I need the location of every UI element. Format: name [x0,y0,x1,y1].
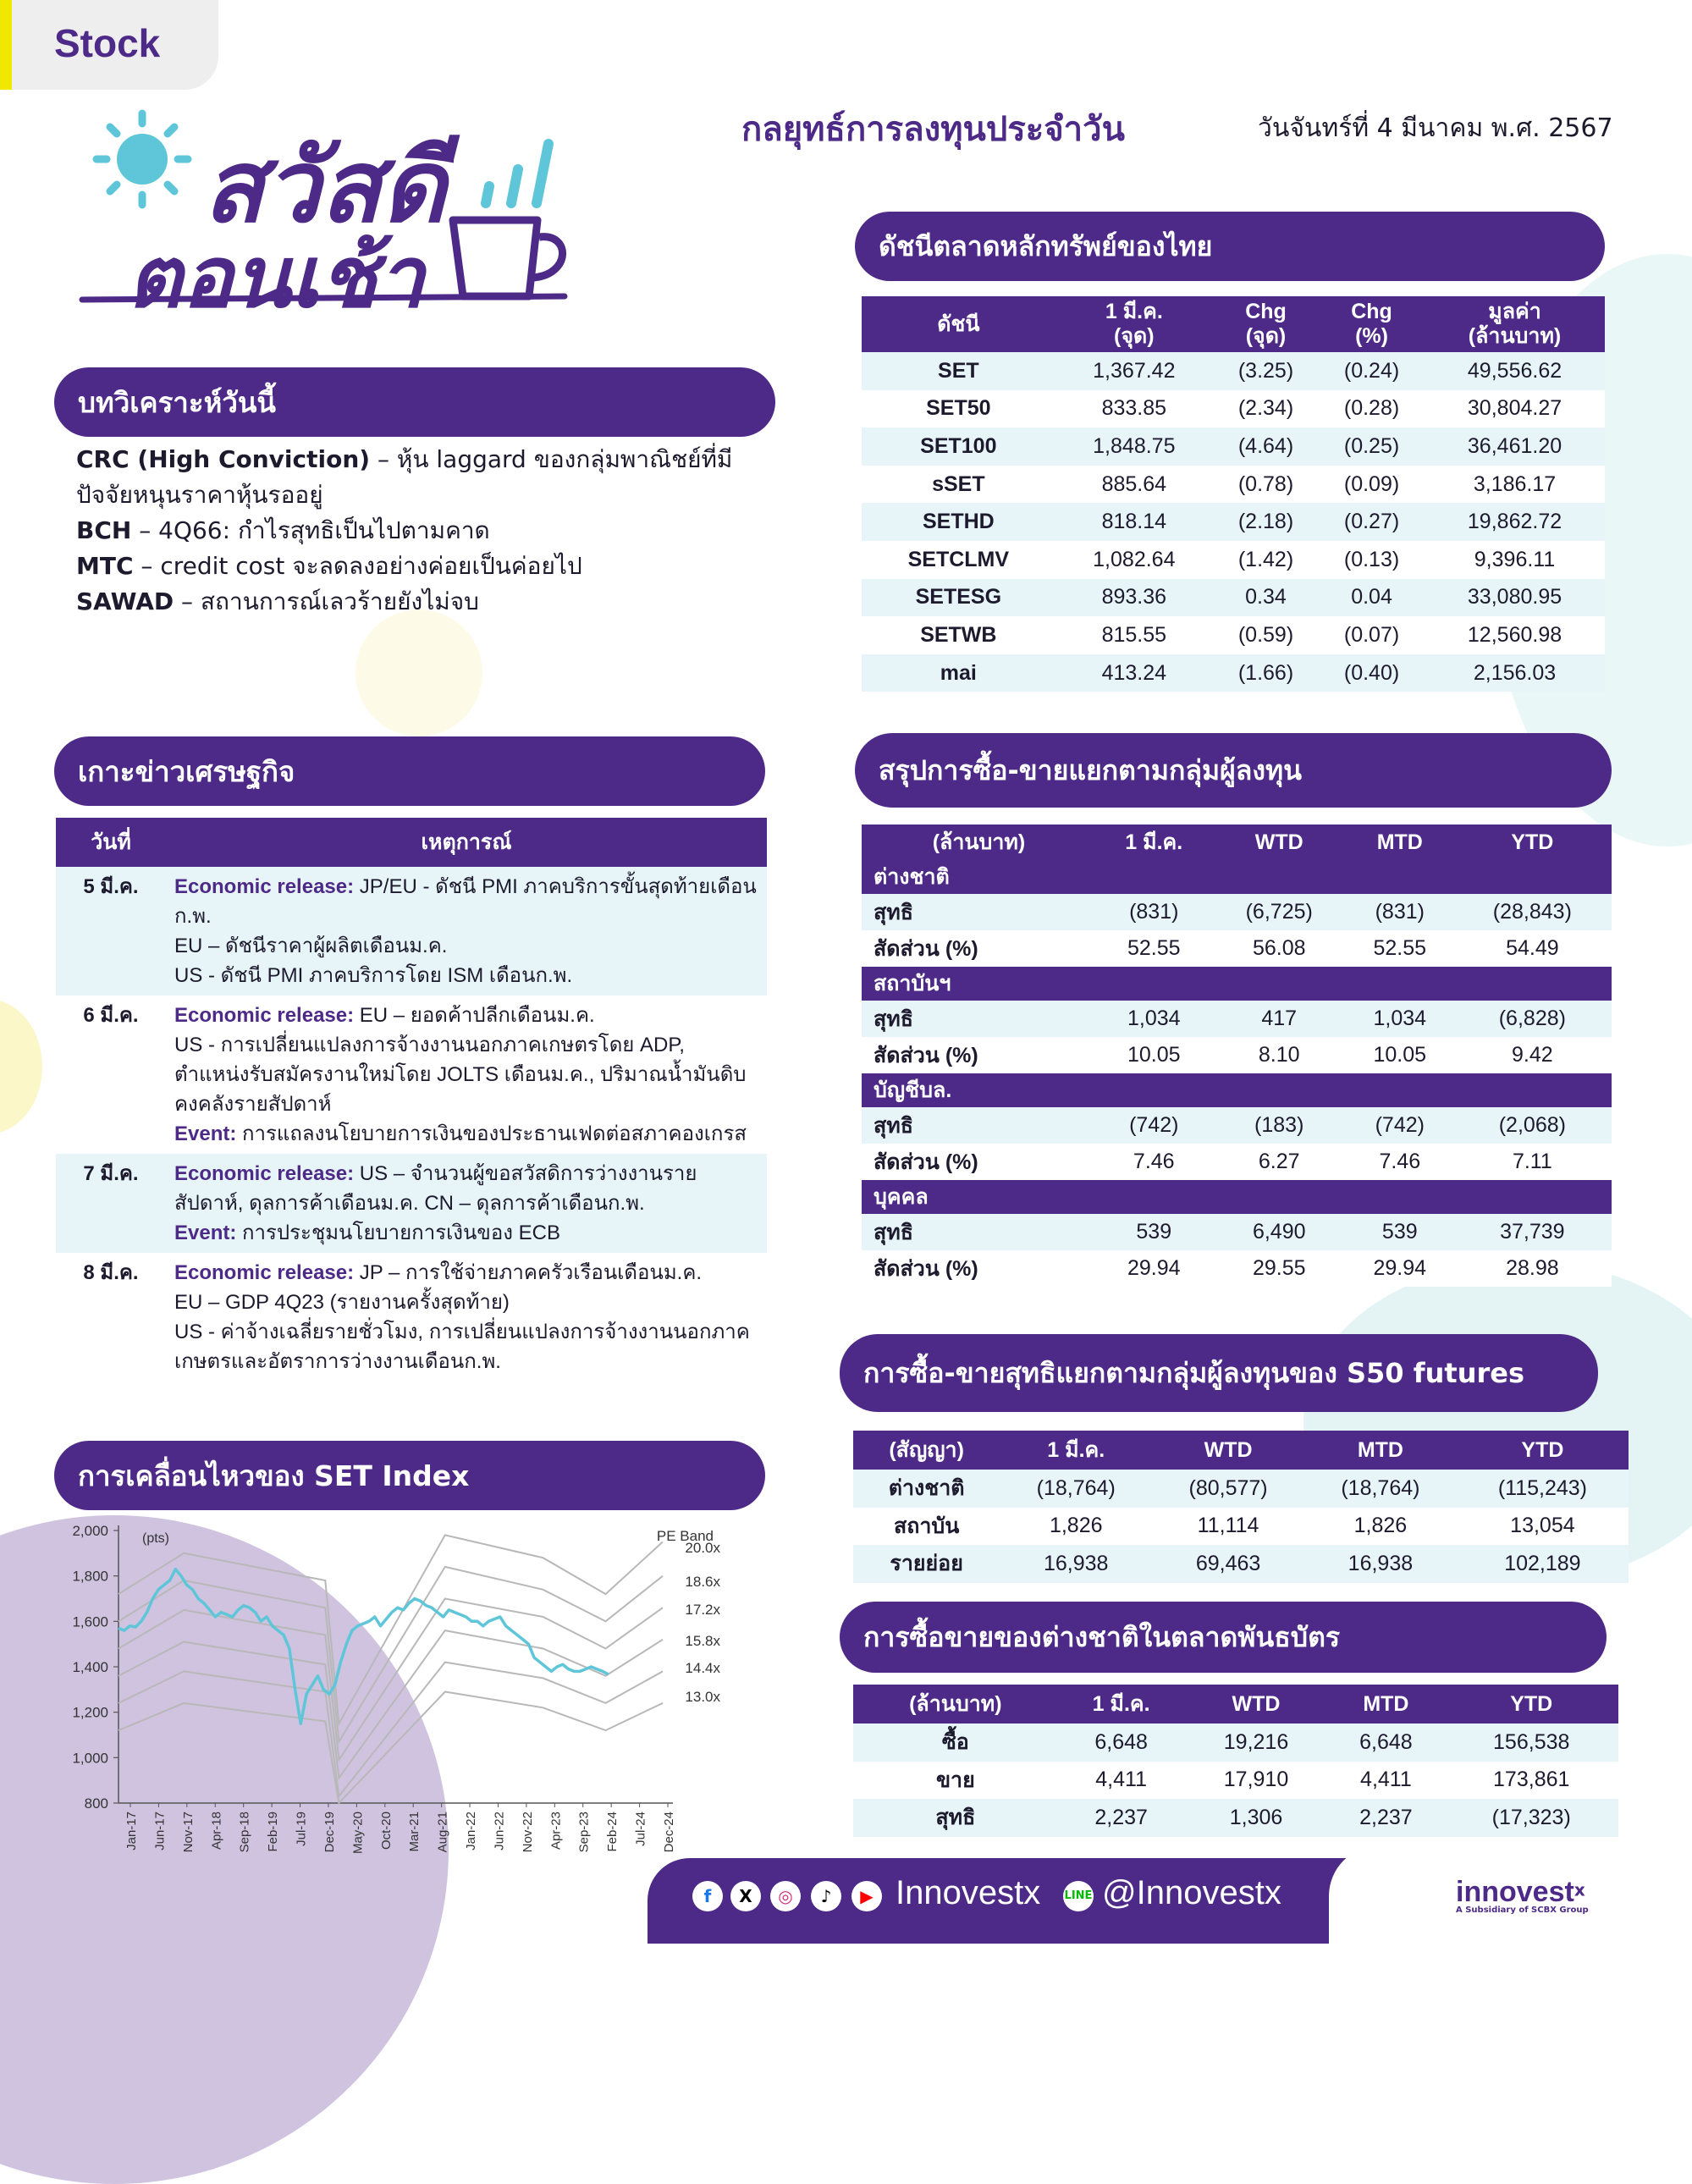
event-label: Economic release: [174,1162,355,1185]
table-cell: (0.09) [1319,466,1425,504]
analysis-item [76,513,770,549]
column-header: WTD [1185,1685,1328,1723]
group-row [862,1180,1612,1214]
tab-label: Stock [54,21,161,65]
table-cell: 13,054 [1457,1508,1629,1546]
event-text: US - ดัชนี PMI ภาคบริการโดย ISM เดือนก.พ. [174,964,573,987]
table-cell: 1,306 [1185,1799,1328,1837]
event-label: Economic release: [174,1261,355,1284]
table-row [862,930,1612,967]
table-row [862,427,1605,466]
row-label: sSET [862,466,1055,504]
table-cell: 29.55 [1212,1250,1347,1287]
event-label: Event: [174,1222,237,1244]
column-header: 1 มี.ค. [1000,1431,1152,1470]
table-cell: 52.55 [1347,930,1453,967]
table-cell: 12,560.98 [1425,616,1605,654]
row-label: ซื้อ [853,1723,1058,1762]
news-date: 8 มี.ค. [56,1253,166,1382]
table-cell: 33,080.95 [1425,579,1605,617]
table-header-row [862,825,1612,860]
table-row [853,1508,1629,1546]
table-cell: (18,764) [1304,1470,1457,1508]
row-label: สัดส่วน (%) [862,1037,1096,1073]
table-cell: (0.78) [1213,466,1319,504]
x-tick-label: Mar-21 [407,1812,422,1852]
table-cell: 1,848.75 [1055,427,1213,466]
table-cell: 19,862.72 [1425,503,1605,541]
investor-table [862,825,1612,1287]
news-date: 6 มี.ค. [56,995,166,1154]
y-tick-label: 1,600 [72,1613,108,1630]
table-cell: (18,764) [1000,1470,1152,1508]
table-cell: 1,034 [1347,1001,1453,1037]
table-cell: (3.25) [1213,352,1319,390]
analysis-ticker: BCH [76,516,132,544]
event-label: Event: [174,1122,237,1145]
column-header: (สัญญา) [853,1431,1000,1470]
line-icon[interactable]: LINE [1063,1881,1094,1911]
table-cell: 52.55 [1096,930,1212,967]
table-cell: 7.46 [1347,1144,1453,1180]
column-header: มูลค่า (ล้านบาท) [1425,296,1605,352]
table-cell: (0.28) [1319,390,1425,428]
news-table [56,818,767,1382]
x-tick-label: Jul-24 [633,1812,648,1846]
table-cell: 8.10 [1212,1037,1347,1073]
pe-band-label: 15.8x [685,1633,720,1649]
table-cell: (28,843) [1453,894,1612,930]
analysis-heading [54,367,775,437]
section-tab [0,0,218,90]
tiktok-icon[interactable]: ♪ [811,1881,841,1911]
table-row [56,867,767,995]
y-tick-label: 2,000 [72,1523,108,1539]
analysis-text: – 4Q66: กำไรสุทธิเป็นไปตามคาด [131,516,490,544]
table-cell: (1.42) [1213,541,1319,579]
table-row [862,1107,1612,1144]
set-index-chart [51,1515,745,1862]
table-cell: 7.46 [1096,1144,1212,1180]
column-header: เหตุการณ์ [166,818,767,867]
table-cell: 2,237 [1327,1799,1444,1837]
table-cell: 17,910 [1185,1762,1328,1800]
table-cell: (0.40) [1319,654,1425,692]
group-row [862,967,1612,1001]
x-tick-label: May-20 [350,1812,366,1855]
table-row [862,352,1605,390]
table-cell: (0.25) [1319,427,1425,466]
logo-subtitle: A Subsidiary of SCBX Group [1456,1905,1589,1915]
innovestx-logo [1456,1876,1589,1915]
row-label: สัดส่วน (%) [862,1250,1096,1287]
event-text: JP/EU - ดัชนี PMI ภาคบริการขั้นสุดท้ายเดือนก.พ. [174,875,757,928]
x-tick-label: Nov-22 [520,1812,535,1853]
table-cell: 4,411 [1058,1762,1185,1800]
table-cell: 833.85 [1055,390,1213,428]
table-cell: 1,034 [1096,1001,1212,1037]
x-tick-label: Aug-21 [435,1812,450,1853]
table-cell: (2,068) [1453,1107,1612,1144]
table-cell: (6,828) [1453,1001,1612,1037]
row-label: สุทธิ [862,894,1096,930]
table-cell: 19,216 [1185,1723,1328,1762]
event-text: EU – GDP 4Q23 (รายงานครั้งสุดท้าย) [174,1291,510,1314]
table-row [56,995,767,1154]
analysis-heading-label: บทวิเคราะห์วันนี้ [78,385,276,419]
row-label: รายย่อย [853,1545,1000,1583]
set-index-heading [855,212,1605,281]
group-label: บัญชีบล. [862,1073,1612,1107]
pe-band-line [118,1630,663,1778]
logo-wordmark: innovest [1456,1876,1574,1908]
pe-band-label: 18.6x [685,1574,720,1590]
pe-band-label: 13.0x [685,1689,720,1705]
row-label: SET50 [862,390,1055,428]
row-label: สุทธิ [862,1107,1096,1144]
x-tick-label: Sep-23 [576,1812,592,1853]
row-label: SETWB [862,616,1055,654]
decorative-blob [0,999,42,1134]
event-text: US - การเปลี่ยนแปลงการจ้างงานนอกภาคเกษตรโดย ADP, ตำแหน่งรับสมัครงานใหม่โดย JOLTS เดือนม.ค., ปริมาณน้ำมันดิบคงคลังรายสัปดาห์ [174,1034,747,1116]
set-index-table [862,296,1605,692]
table-row [853,1762,1618,1800]
analysis-item [76,549,770,584]
row-label: ต่างชาติ [853,1470,1000,1508]
table-row [56,1253,767,1382]
table-cell: 28.98 [1453,1250,1612,1287]
bonds-heading [840,1602,1607,1673]
column-header: Chg (จุด) [1213,296,1319,352]
chart-heading-label: การเคลื่อนไหวของ SET Index [78,1459,470,1492]
row-label: สถาบัน [853,1508,1000,1546]
news-events [166,867,767,995]
table-cell: 818.14 [1055,503,1213,541]
x-tick-label: Jun-22 [492,1812,507,1850]
x-tick-label: Nov-17 [180,1812,196,1853]
table-row [862,390,1605,428]
table-row [862,654,1605,692]
table-cell: (4.64) [1213,427,1319,466]
footer-brand[interactable]: Innovestx [896,1874,1041,1911]
table-cell: (115,243) [1457,1470,1629,1508]
news-heading [54,736,765,806]
table-cell: 6,648 [1058,1723,1185,1762]
bonds-table [853,1685,1618,1837]
analysis-ticker: SAWAD [76,587,174,615]
x-tick-label: Jun-17 [152,1812,168,1850]
x-icon[interactable]: X [730,1881,761,1911]
pe-band-label: 17.2x [685,1602,720,1618]
table-cell: (80,577) [1152,1470,1304,1508]
table-cell: (2.18) [1213,503,1319,541]
table-header-row [56,818,767,867]
row-label: ขาย [853,1762,1058,1800]
row-label: สัดส่วน (%) [862,1144,1096,1180]
table-cell: 11,114 [1152,1508,1304,1546]
pe-band-line [118,1692,663,1804]
x-tick-label: Feb-19 [266,1812,281,1852]
table-cell: 417 [1212,1001,1347,1037]
row-label: สุทธิ [853,1799,1058,1837]
logo-superscript: x [1574,1879,1585,1900]
table-row [862,466,1605,504]
y-axis-label: (pts) [142,1531,169,1546]
table-cell: (742) [1096,1107,1212,1144]
page-date: วันจันทร์ที่ 4 มีนาคม พ.ศ. 2567 [1258,113,1613,143]
youtube-icon[interactable]: ▶ [852,1881,882,1911]
logo-title-line1: สวัสดี [203,128,446,245]
column-header: (ล้านบาท) [853,1685,1058,1723]
table-row [862,541,1605,579]
table-header-row [853,1685,1618,1723]
table-row [853,1799,1618,1837]
news-events [166,1253,767,1382]
table-row [862,616,1605,654]
table-row [862,894,1612,930]
table-cell: 1,826 [1000,1508,1152,1546]
table-cell: 16,938 [1000,1545,1152,1583]
investor-heading [855,733,1612,808]
futures-table [853,1431,1629,1583]
table-row [862,1001,1612,1037]
x-tick-label: Apr-23 [548,1812,564,1850]
y-tick-label: 800 [84,1795,108,1812]
event-text: JP – การใช้จ่ายภาคครัวเรือนเดือนม.ค. [354,1261,703,1284]
analysis-ticker: MTC [76,552,134,580]
table-cell: (2.34) [1213,390,1319,428]
table-cell: 815.55 [1055,616,1213,654]
table-header-row [862,296,1605,352]
table-cell: 10.05 [1347,1037,1453,1073]
table-cell: 16,938 [1304,1545,1457,1583]
table-row [862,579,1605,617]
table-cell: (0.59) [1213,616,1319,654]
table-cell: 36,461.20 [1425,427,1605,466]
table-cell: 37,739 [1453,1214,1612,1250]
tab-accent [0,0,12,90]
column-header: 1 มี.ค. [1096,825,1212,860]
row-label: สุทธิ [862,1214,1096,1250]
table-cell: 30,804.27 [1425,390,1605,428]
column-header: WTD [1152,1431,1304,1470]
pe-band-line [118,1567,663,1742]
y-tick-label: 1,000 [72,1750,108,1767]
table-cell: 9,396.11 [1425,541,1605,579]
analysis-text: – credit cost จะลดลงอย่างค่อยเป็นค่อยไป [133,552,582,580]
x-tick-label: Dec-24 [662,1812,676,1853]
event-label: Economic release: [174,1004,355,1027]
row-label: mai [862,654,1055,692]
x-tick-label: Jan-17 [124,1812,139,1850]
column-header: YTD [1453,825,1612,860]
analysis-item [76,584,770,620]
news-heading-label: เกาะข่าวเศรษฐกิจ [78,754,295,788]
table-cell: 156,538 [1444,1723,1618,1762]
bonds-heading-label: การซื้อขายของต่างชาติในตลาดพันธบัตร [863,1620,1341,1653]
row-label: สัดส่วน (%) [862,930,1096,967]
pe-band-legend-title: PE Band [656,1528,714,1544]
table-cell: (183) [1212,1107,1347,1144]
column-header: (ล้านบาท) [862,825,1096,860]
y-tick-label: 1,200 [72,1704,108,1721]
table-cell: 539 [1347,1214,1453,1250]
group-label: บุคคล [862,1180,1612,1214]
table-row [862,1037,1612,1073]
news-date: 5 มี.ค. [56,867,166,995]
event-text: EU – ดัชนีราคาผู้ผลิตเดือนม.ค. [174,935,448,957]
x-tick-label: Oct-20 [378,1812,394,1850]
table-cell: (0.07) [1319,616,1425,654]
x-tick-label: Dec-19 [322,1812,337,1853]
event-label: Economic release: [174,875,355,898]
x-tick-label: Feb-24 [605,1812,620,1852]
row-label: SETHD [862,503,1055,541]
event-text: US - ค่าจ้างเฉลี่ยรายชั่วโมง, การเปลี่ยนแปลงการจ้างงานนอกภาคเกษตรและอัตราการว่างงานเดือนก.พ. [174,1321,750,1373]
table-cell: 885.64 [1055,466,1213,504]
table-cell: (742) [1347,1107,1453,1144]
x-tick-label: Sep-18 [237,1812,252,1853]
analysis-list [76,442,770,620]
table-row [853,1545,1629,1583]
pe-band-line [118,1599,663,1761]
column-header: 1 มี.ค. [1058,1685,1185,1723]
column-header: MTD [1347,825,1453,860]
chart-heading [54,1441,765,1510]
column-header: YTD [1457,1431,1629,1470]
table-cell: 1,082.64 [1055,541,1213,579]
pe-band-label: 20.0x [685,1540,720,1556]
column-header: YTD [1444,1685,1618,1723]
y-tick-label: 1,400 [72,1659,108,1675]
event-text: การประชุมนโยบายการเงินของ ECB [236,1222,560,1244]
table-cell: (831) [1096,894,1212,930]
table-cell: 413.24 [1055,654,1213,692]
sun-icon [91,108,193,210]
table-row [862,1144,1612,1180]
table-cell: (1.66) [1213,654,1319,692]
table-cell: 1,826 [1304,1508,1457,1546]
table-cell: 0.34 [1213,579,1319,617]
table-cell: 1,367.42 [1055,352,1213,390]
table-cell: (0.13) [1319,541,1425,579]
analysis-text: – สถานการณ์เลวร้ายยังไม่จบ [174,587,479,615]
facebook-icon[interactable]: f [692,1881,723,1911]
instagram-icon[interactable]: ◎ [770,1881,801,1911]
table-cell: 2,156.03 [1425,654,1605,692]
column-header: Chg (%) [1319,296,1425,352]
row-label: SETCLMV [862,541,1055,579]
table-cell: 893.36 [1055,579,1213,617]
table-cell: 7.11 [1453,1144,1612,1180]
x-tick-label: Jan-22 [464,1812,479,1850]
page-title: กลยุทธ์การลงทุนประจำวัน [741,110,1125,149]
group-row [862,1073,1612,1107]
table-cell: 29.94 [1096,1250,1212,1287]
event-text: EU – ยอดค้าปลีกเดือนม.ค. [354,1004,595,1027]
table-cell: (0.27) [1319,503,1425,541]
table-cell: 6,648 [1327,1723,1444,1762]
news-date: 7 มี.ค. [56,1154,166,1253]
column-header: 1 มี.ค. (จุด) [1055,296,1213,352]
table-cell: 539 [1096,1214,1212,1250]
news-events [166,1154,767,1253]
row-label: SETESG [862,579,1055,617]
futures-heading [840,1334,1598,1412]
footer-handle[interactable]: @Innovestx [1102,1874,1281,1911]
pe-band-line [118,1535,663,1723]
table-cell: 4,411 [1327,1762,1444,1800]
table-header-row [853,1431,1629,1470]
column-header: ดัชนี [862,296,1055,352]
table-cell: 56.08 [1212,930,1347,967]
x-tick-label: Jul-19 [294,1812,309,1846]
table-cell: 0.04 [1319,579,1425,617]
column-header: วันที่ [56,818,166,867]
event-text: US – จำนวนผู้ขอสวัสดิการว่างงานรายสัปดาห์, ดุลการค้าเดือนม.ค. CN – ดุลการค้าเดือนก.พ. [174,1162,697,1215]
futures-heading-label: การซื้อ-ขายสุทธิแยกตามกลุ่มผู้ลงทุนของ S50 futures [863,1356,1525,1389]
table-row [56,1154,767,1253]
table-row [862,1250,1612,1287]
table-cell: 173,861 [1444,1762,1618,1800]
table-cell: 69,463 [1152,1545,1304,1583]
table-row [862,503,1605,541]
row-label: SET100 [862,427,1055,466]
table-cell: (831) [1347,894,1453,930]
logo-title-line2: ตอนเช้า [127,228,425,327]
table-cell: 54.49 [1453,930,1612,967]
x-tick-label: Apr-18 [209,1812,224,1850]
table-row [853,1723,1618,1762]
table-cell: 49,556.62 [1425,352,1605,390]
group-row [862,860,1612,894]
table-cell: 10.05 [1096,1037,1212,1073]
steam-icon [471,119,555,212]
row-label: สุทธิ [862,1001,1096,1037]
set-index-heading-label: ดัชนีตลาดหลักทรัพย์ของไทย [879,229,1213,262]
table-cell: (6,725) [1212,894,1347,930]
table-cell: 3,186.17 [1425,466,1605,504]
table-row [862,1214,1612,1250]
event-text: การแถลงนโยบายการเงินของประธานเฟดต่อสภาคองเกรส [236,1122,747,1145]
pe-band-label: 14.4x [685,1660,720,1676]
table-cell: 9.42 [1453,1037,1612,1073]
group-label: สถาบันฯ [862,967,1612,1001]
group-label: ต่างชาติ [862,860,1612,894]
table-cell: 2,237 [1058,1799,1185,1837]
table-row [853,1470,1629,1508]
table-cell: (0.24) [1319,352,1425,390]
y-tick-label: 1,800 [72,1568,108,1585]
table-cell: 6.27 [1212,1144,1347,1180]
analysis-item [76,442,770,513]
table-cell: 29.94 [1347,1250,1453,1287]
analysis-text: – หุ้น laggard ของกลุ่มพาณิชย์ที่มีปัจจัยหนุนราคาหุ้นรออยู่ [76,445,733,509]
column-header: MTD [1304,1431,1457,1470]
news-events [166,995,767,1154]
table-cell: 6,490 [1212,1214,1347,1250]
row-label: SET [862,352,1055,390]
column-header: MTD [1327,1685,1444,1723]
column-header: WTD [1212,825,1347,860]
decorative-blob [355,609,482,736]
table-cell: (17,323) [1444,1799,1618,1837]
analysis-ticker: CRC (High Conviction) [76,445,371,473]
table-cell: 102,189 [1457,1545,1629,1583]
investor-heading-label: สรุปการซื้อ-ขายแยกตามกลุ่มผู้ลงทุน [879,753,1302,786]
